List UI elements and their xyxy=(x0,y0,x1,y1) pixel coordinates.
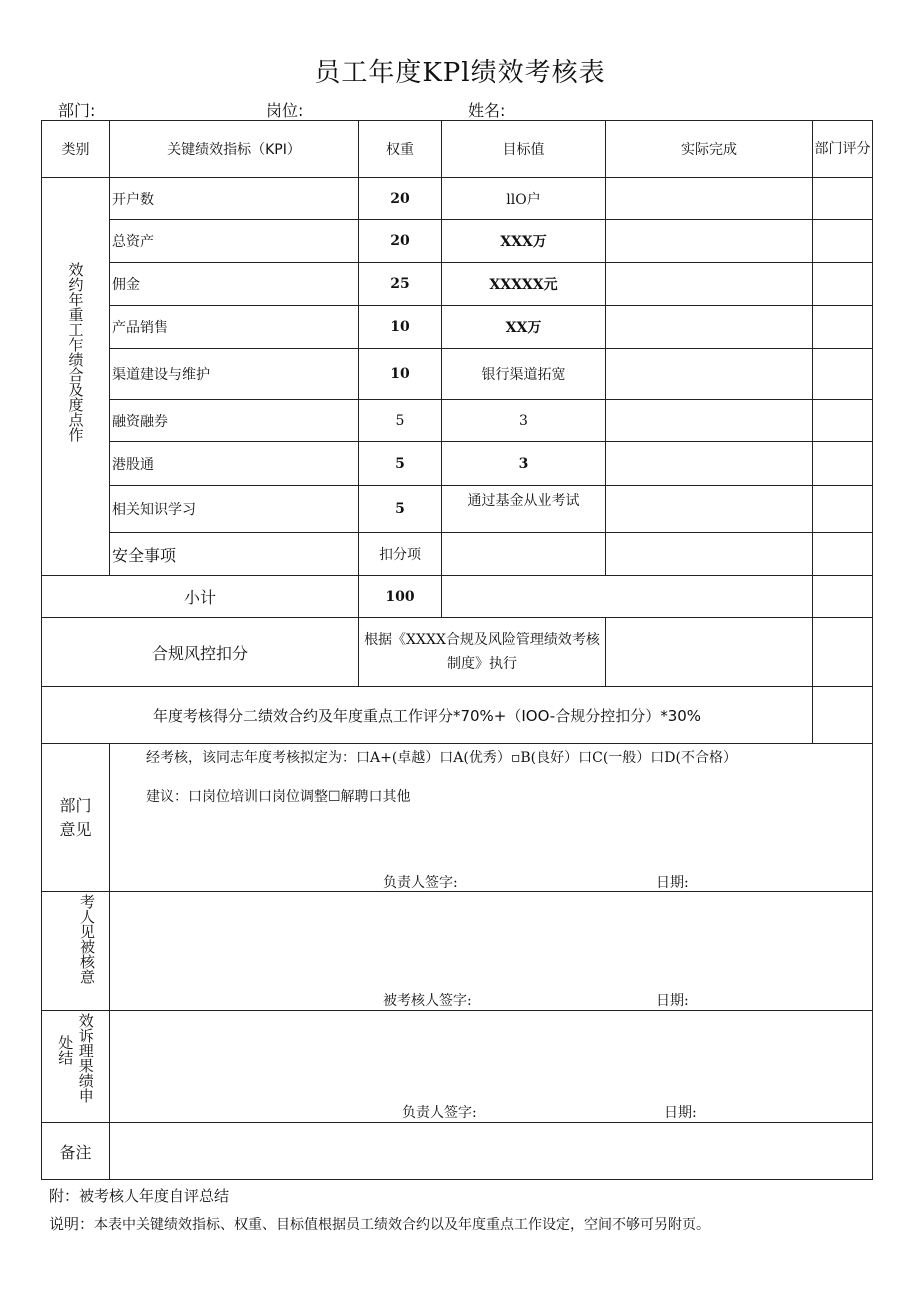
kpi-actual-cell[interactable] xyxy=(606,400,813,442)
subtotal-row xyxy=(42,576,873,618)
kpi-target: 3 xyxy=(442,442,606,486)
appeal-date-label: 日期: xyxy=(664,1105,697,1121)
kpi-weight: 20 xyxy=(359,220,442,263)
kpi-weight: 5 xyxy=(359,400,442,442)
kpi-actual-cell[interactable] xyxy=(606,349,813,400)
kpi-actual-cell[interactable] xyxy=(606,486,813,533)
explanation-label: 说明： xyxy=(49,1215,95,1233)
dept-opinion-rating: 经考核，该同志年度考核拟定为：口A+(卓越）口A(优秀）▫B(良好）口C(一般）口D(不合格） xyxy=(146,750,737,766)
kpi-row xyxy=(42,349,873,400)
explanation-note xyxy=(49,1213,710,1234)
dept-signer-label: 负责人签字: xyxy=(383,875,458,891)
kpi-target: XXXXX元 xyxy=(442,263,606,306)
kpi-name: 佣金 xyxy=(110,263,359,306)
compliance-row xyxy=(42,618,873,687)
header-target: 目标值 xyxy=(442,121,606,178)
header-dept-score: 部门评分 xyxy=(813,121,873,178)
kpi-target: llO户 xyxy=(442,178,606,220)
kpi-target: 银行渠道拓宽 xyxy=(442,349,606,400)
safety-name: 安全事项 xyxy=(110,533,359,576)
kpi-row xyxy=(42,263,873,306)
dept-opinion-suggestion: 建议：口岗位培训口岗位调整☐解聘口其他 xyxy=(146,789,411,805)
kpi-name: 融资融券 xyxy=(110,400,359,442)
appeal-label-col2: 效诉理果绩申 xyxy=(76,1013,95,1103)
subtotal-score-cell[interactable] xyxy=(813,576,873,618)
kpi-score-cell[interactable] xyxy=(813,306,873,349)
header-actual: 实际完成 xyxy=(606,121,813,178)
kpi-weight: 5 xyxy=(359,442,442,486)
subtotal-weight: 100 xyxy=(359,576,442,618)
employee-opinion-label-cell xyxy=(42,892,110,1011)
kpi-actual-cell[interactable] xyxy=(606,220,813,263)
formula-score-cell[interactable] xyxy=(813,687,873,744)
header-category: 类别 xyxy=(42,121,110,178)
appeal-signer-label: 负责人签字: xyxy=(402,1105,477,1121)
appeal-row xyxy=(42,1011,873,1123)
safety-actual-cell[interactable] xyxy=(606,533,813,576)
kpi-target: 通过基金从业考试 xyxy=(442,486,606,533)
remarks-cell[interactable] xyxy=(110,1123,873,1180)
kpi-weight: 20 xyxy=(359,178,442,220)
employee-date-label: 日期: xyxy=(656,993,689,1009)
dept-opinion-cell[interactable] xyxy=(110,744,873,892)
department-label: 部门: xyxy=(58,101,96,120)
safety-target-cell[interactable] xyxy=(442,533,606,576)
kpi-score-cell[interactable] xyxy=(813,178,873,220)
employee-opinion-row xyxy=(42,892,873,1011)
kpi-actual-cell[interactable] xyxy=(606,178,813,220)
kpi-weight: 10 xyxy=(359,306,442,349)
compliance-label: 合规风控扣分 xyxy=(42,618,359,687)
kpi-score-cell[interactable] xyxy=(813,442,873,486)
employee-opinion-cell[interactable] xyxy=(110,892,873,1011)
compliance-actual-cell[interactable] xyxy=(606,618,813,687)
kpi-score-cell[interactable] xyxy=(813,349,873,400)
name-label: 姓名: xyxy=(468,101,506,120)
kpi-score-cell[interactable] xyxy=(813,220,873,263)
appeal-cell[interactable] xyxy=(110,1011,873,1123)
appeal-label-col1: 处结 xyxy=(56,1035,75,1065)
kpi-actual-cell[interactable] xyxy=(606,263,813,306)
kpi-table xyxy=(41,120,873,1180)
remarks-row xyxy=(42,1123,873,1180)
kpi-row xyxy=(42,442,873,486)
kpi-row xyxy=(42,306,873,349)
appeal-label-cell xyxy=(42,1011,110,1123)
kpi-score-cell[interactable] xyxy=(813,263,873,306)
kpi-target: XX万 xyxy=(442,306,606,349)
remarks-label: 备注 xyxy=(42,1123,110,1180)
kpi-score-cell[interactable] xyxy=(813,486,873,533)
compliance-text: 根据《XXXX合规及风险管理绩效考核制度》执行 xyxy=(359,618,606,687)
kpi-row xyxy=(42,220,873,263)
kpi-score-cell[interactable] xyxy=(813,400,873,442)
safety-score-cell[interactable] xyxy=(813,533,873,576)
dept-opinion-row xyxy=(42,744,873,892)
kpi-row xyxy=(42,400,873,442)
kpi-name: 港股通 xyxy=(110,442,359,486)
safety-weight: 扣分项 xyxy=(359,533,442,576)
header-row xyxy=(42,121,873,178)
kpi-weight: 25 xyxy=(359,263,442,306)
kpi-weight: 5 xyxy=(359,486,442,533)
formula-text: 年度考核得分二绩效合约及年度重点工作评分*70%+（IOO-合规分控扣分）*30% xyxy=(42,687,813,744)
kpi-name: 相关知识学习 xyxy=(110,486,359,533)
kpi-target: 3 xyxy=(442,400,606,442)
kpi-row xyxy=(42,486,873,533)
kpi-name: 开户数 xyxy=(110,178,359,220)
dept-date-label: 日期: xyxy=(656,875,689,891)
kpi-name: 总资产 xyxy=(110,220,359,263)
kpi-name: 渠道建设与维护 xyxy=(110,349,359,400)
kpi-actual-cell[interactable] xyxy=(606,306,813,349)
employee-signer-label: 被考核人签字: xyxy=(383,993,472,1009)
category-label: 效约年重工乍绩合及度点作 xyxy=(66,262,85,442)
employee-opinion-label: 考人见被核意 xyxy=(78,894,96,984)
dept-opinion-label: 部门意见 xyxy=(42,744,110,892)
header-weight: 权重 xyxy=(359,121,442,178)
explanation-text: 本表中关键绩效指标、权重、目标值根据员工绩效合约以及年度重点工作设定，空间不够可另附页。 xyxy=(94,1217,711,1233)
kpi-row xyxy=(42,178,873,220)
category-cell xyxy=(42,178,110,576)
page-title: 员工年度KPl绩效考核表 xyxy=(314,58,606,88)
kpi-target: XXX万 xyxy=(442,220,606,263)
header-kpi: 关键绩效指标（KPI） xyxy=(110,121,359,178)
kpi-name: 产品销售 xyxy=(110,306,359,349)
formula-row xyxy=(42,687,873,744)
compliance-score-cell[interactable] xyxy=(813,618,873,687)
appendix-note: 附：被考核人年度自评总结 xyxy=(49,1187,230,1205)
subtotal-blank[interactable] xyxy=(442,576,813,618)
info-row xyxy=(0,98,920,120)
subtotal-label: 小计 xyxy=(42,576,359,618)
kpi-weight: 10 xyxy=(359,349,442,400)
position-label: 岗位: xyxy=(266,101,304,120)
kpi-actual-cell[interactable] xyxy=(606,442,813,486)
safety-row xyxy=(42,533,873,576)
